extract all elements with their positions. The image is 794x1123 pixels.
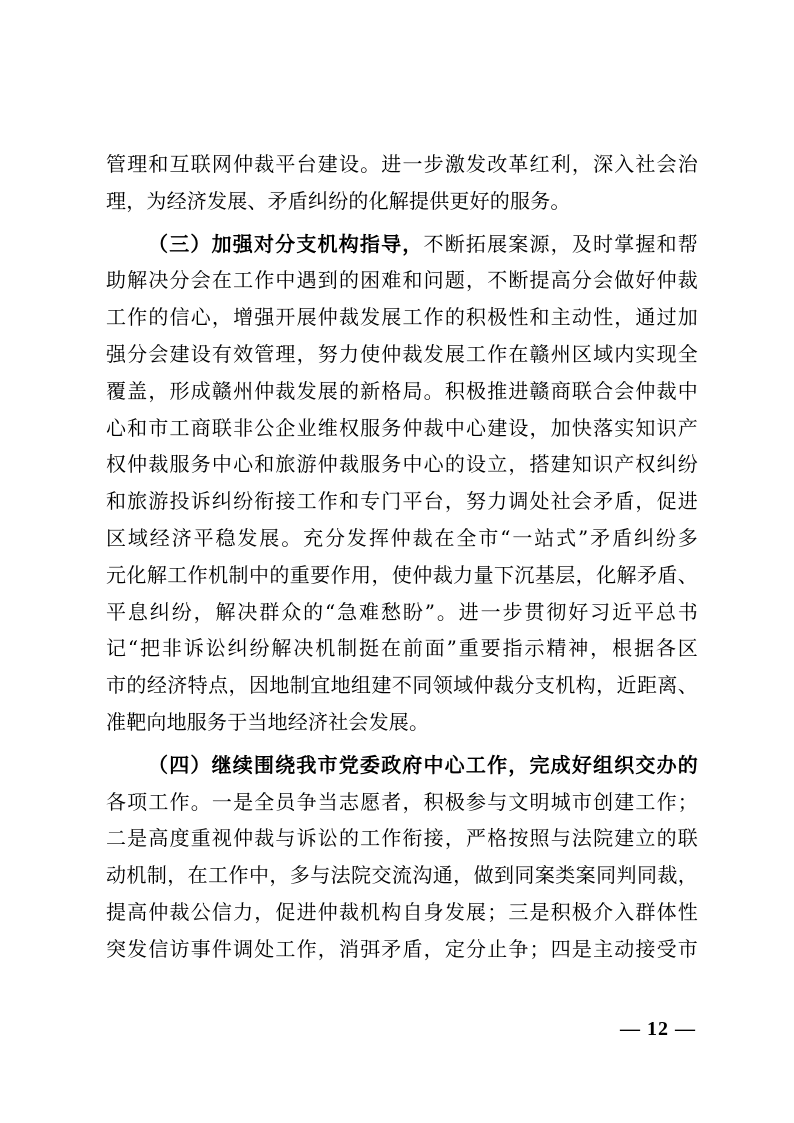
text-line: 市的经济特点，因地制宜地组建不同领域仲裁分支机构，近距离、 [106,673,698,698]
paragraph-section-three [106,226,698,741]
text-line: 理，为经济发展、矛盾纠纷的化解提供更好的服务。 [106,188,571,213]
text-line: 区域经济平稳发展。充分发挥仲裁在全市“一站式”矛盾纠纷多 [106,525,698,550]
section-heading-three: （三）加强对分支机构指导， [148,231,424,256]
text-line: 提高仲裁公信力，促进仲裁机构自身发展；三是积极介入群体性 [106,899,698,924]
text-line: 和旅游投诉纠纷衔接工作和专门平台，努力调处社会矛盾，促进 [106,489,698,514]
text-line: 工作的信心，增强开展仲裁发展工作的积极性和主动性，通过加 [106,305,698,330]
section-heading-four: （四）继续围绕我市党委政府中心工作，完成好组织交办的 [148,752,698,777]
text-line: 动机制，在工作中，多与法院交流沟通，做到同案类案同判同裁， [106,863,698,888]
text-line: 覆盖，形成赣州仲裁发展的新格局。积极推进赣商联合会仲裁中 [106,378,698,403]
text-line: 权仲裁服务中心和旅游仲裁服务中心的设立，搭建知识产权纠纷 [106,452,698,477]
paragraph-platform-building [106,146,698,220]
text-line: 元化解工作机制中的重要作用，使仲裁力量下沉基层，化解矛盾、 [106,562,698,587]
text-line: 突发信访事件调处工作，消弭矛盾，定分止争；四是主动接受市 [106,936,698,961]
text-line: 助解决分会在工作中遇到的困难和问题，不断提高分会做好仲裁 [106,268,698,293]
text-line: 管理和互联网仲裁平台建设。进一步激发改革红利，深入社会治 [106,152,698,176]
text-line: 准靶向地服务于当地经济社会发展。 [106,709,430,734]
text-line: 记“把非诉讼纠纷解决机制挺在前面”重要指示精神，根据各区 [106,636,698,661]
text-line: 二是高度重视仲裁与诉讼的工作衔接，严格按照与法院建立的联 [106,826,698,851]
text-line: 心和市工商联非公企业维权服务仲裁中心建设，加快落实知识产 [106,415,698,440]
text-line: 各项工作。一是全员争当志愿者，积极参与文明城市创建工作； [106,789,698,814]
text-line: 强分会建设有效管理，努力使仲裁发展工作在赣州区域内实现全 [106,341,698,366]
page-number: — 12 — [620,1018,696,1040]
text-fragment: 不断拓展案源，及时掌握和帮 [423,231,698,256]
document-body [106,146,698,968]
paragraph-section-four [106,747,698,968]
text-line [106,226,698,263]
text-line: 平息纠纷，解决群众的“急难愁盼”。进一步贯彻好习近平总书 [106,599,698,624]
